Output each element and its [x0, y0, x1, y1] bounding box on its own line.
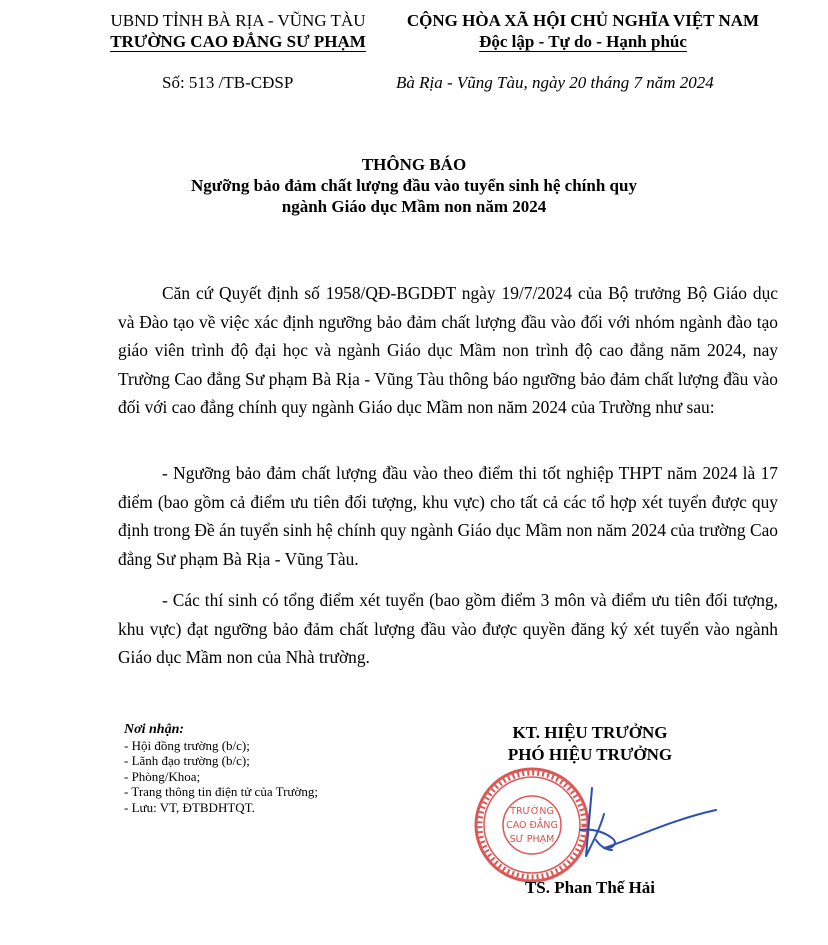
recipient-item: - Lãnh đạo trường (b/c); — [124, 753, 250, 768]
recipients-block — [124, 722, 318, 815]
recipient-item: - Hội đồng trường (b/c); — [124, 737, 250, 753]
recipient-item: - Lưu: VT, ĐTBDHTQT. — [124, 799, 255, 815]
recipient-item: - Phòng/Khoa; — [124, 768, 201, 784]
document-subtitle-line2: ngành Giáo dục Mầm non năm 2024 — [281, 197, 547, 216]
seal-text-line3: SƯ PHẠM — [509, 834, 555, 845]
body-paragraph-3: - Các thí sinh có tổng điểm xét tuyển (bao gồm điểm 3 môn và điểm ưu tiên đối tượng, khu vực) đạt ngưỡng bảo đảm chất lượng đầu vào được quyền đăng ký xét tuyển vào ngành Giáo dục Mầm non của Nhà trường. — [118, 590, 778, 667]
motto: Độc lập - Tự do - Hạnh phúc — [479, 32, 687, 51]
recipients-heading: Nơi nhận: — [124, 722, 185, 737]
seal-text-line2: CAO ĐẲNG — [506, 820, 558, 831]
signer-position: PHÓ HIỆU TRƯỞNG — [507, 745, 673, 764]
body-paragraph-1: Căn cứ Quyết định số 1958/QĐ-BGDĐT ngày 19/7/2024 của Bộ trưởng Bộ Giáo dục và Đào tạo về việc xác định ngưỡng bảo đảm chất lượng đầu vào đối với nhóm ngành đào tạo giáo viên trình độ đại học và ngành Giáo dục Mầm non trình độ cao đẳng năm 2024, nay Trường Cao đẳng Sư phạm Bà Rịa - Vũng Tàu thông báo ngưỡng bảo đảm chất lượng đầu vào đối với cao đẳng chính quy ngành Giáo dục Mầm non năm 2024 của Trường như sau: — [118, 283, 778, 417]
document-title: THÔNG BÁO — [361, 155, 467, 174]
issuer-block — [88, 10, 388, 52]
recipient-item: - Trang thông tin điện tử của Trường; — [124, 784, 318, 799]
document-subtitle-line1: Ngưỡng bảo đảm chất lượng đầu vào tuyển sinh hệ chính quy — [191, 176, 637, 195]
document-number: Số: 513 /TB-CĐSP — [162, 73, 294, 92]
national-motto-block — [388, 10, 778, 52]
issuer-school: TRƯỜNG CAO ĐẲNG SƯ PHẠM — [110, 32, 366, 51]
issuer-authority: UBND TỈNH BÀ RỊA - VŨNG TÀU — [110, 11, 366, 30]
seal-text-line1: TRƯỜNG — [510, 806, 554, 817]
document-date: Bà Rịa - Vũng Tàu, ngày 20 tháng 7 năm 2024 — [396, 73, 714, 92]
signer-name: TS. Phan Thế Hải — [524, 878, 656, 897]
signature-title-block — [470, 722, 710, 766]
nation-name: CỘNG HÒA XÃ HỘI CHỦ NGHĨA VIỆT NAM — [406, 11, 760, 30]
title-block — [0, 154, 828, 217]
signer-authority: KT. HIỆU TRƯỞNG — [512, 723, 668, 742]
body-paragraph-2: - Ngưỡng bảo đảm chất lượng đầu vào theo điểm thi tốt nghiệp THPT năm 2024 là 17 điểm (bao gồm cả điểm ưu tiên đối tượng, khu vực) cho tất cả các tổ hợp xét tuyển được quy định trong Đề án tuyển sinh hệ chính quy ngành Giáo dục Mầm non năm 2024 của trường Cao đẳng Sư phạm Bà Rịa - Vũng Tàu. — [118, 463, 778, 569]
handwritten-signature-icon — [540, 770, 720, 870]
